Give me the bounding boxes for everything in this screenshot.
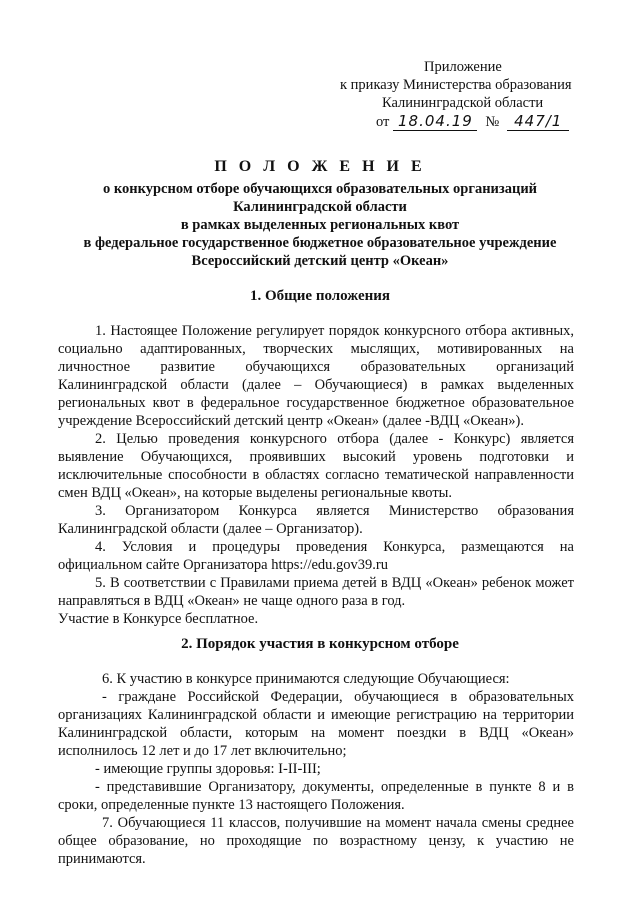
section1-heading: 1. Общие положения (249, 288, 391, 304)
title-sub2: Калининградской области (233, 199, 407, 215)
annex-title: Приложение (424, 59, 502, 75)
title-sub1: о конкурсном отборе обучающихся образовательных организаций (102, 181, 538, 197)
paragraph-3: 3. Организатором Конкурса является Министерство образования Калининградской области (далее – Организатор). (58, 503, 574, 537)
paragraph-9: - имеющие группы здоровья: I-II-III; (95, 761, 321, 777)
paragraph-6: Участие в Конкурсе бесплатное. (58, 611, 259, 627)
annex-region: Калининградской области (382, 95, 544, 111)
paragraph-2: 2. Целью проведения конкурсного отбора (далее - Конкурс) является выявление Обучающихся, проявивших высокий уровень подготовки и исключительные способности в областях согласно тематической направленности смен ВДЦ «Океан», на которые выделены региональные квоты. (58, 431, 574, 501)
annex-order-ref: к приказу Министерства образования (340, 77, 572, 93)
from-label: от (376, 114, 390, 130)
paragraph-7: 6. К участию в конкурсе принимаются следующие Обучающиеся: (102, 671, 510, 687)
title-sub5: Всероссийский детский центр «Океан» (191, 253, 449, 269)
paragraph-10: - представившие Организатору, документы, определенные в пункте 8 и в сроки, определенные пункте 13 настоящего Положения. (58, 779, 574, 813)
paragraph-5: 5. В соответствии с Правилами приема детей в ВДЦ «Океан» ребенок может направляться в ВДЦ «Океан» не чаще одного раза в год. (58, 575, 574, 609)
document-title (60, 158, 580, 270)
section1-body (58, 322, 574, 628)
paragraph-4: 4. Условия и процедуры проведения Конкурса, размещаются на официальном сайте Организатора https://edu.gov39.ru (58, 539, 574, 573)
handwritten-number: 447/1 (507, 112, 569, 131)
paragraph-1: 1. Настоящее Положение регулирует порядок конкурсного отбора активных, социально адаптированных, творческих мыслящих, мотивированных на личностное развитие обучающихся образовательных организаций Калининградской области (далее – Обучающиеся) в рамках выделенных региональных квот в федеральное государственное бюджетное образовательное учреждение Всероссийский детский центр «Океан» (далее -ВДЦ «Океан»). (58, 323, 574, 429)
title-sub4: в федеральное государственное бюджетное образовательное учреждение (83, 235, 557, 251)
title-main: П О Л О Ж Е Н И Е (214, 158, 426, 175)
section2-heading: 2. Порядок участия в конкурсном отборе (181, 636, 459, 652)
title-sub3: в рамках выделенных региональных квот (180, 217, 460, 233)
paragraph-8: - граждане Российской Федерации, обучающиеся в образовательных организациях Калининградской области и имеющие регистрацию на территории Калининградской области, которым на момент поездки в ВДЦ «Океан» исполнилось 12 лет и до 17 лет включительно; (58, 689, 574, 759)
section2-body (58, 670, 574, 868)
paragraph-11: 7. Обучающиеся 11 классов, получившие на момент начала смены среднее общее образование, но проходящие по возрастному цензу, к участию не принимаются. (58, 815, 574, 867)
annex-date-number (340, 112, 580, 131)
handwritten-date: 18.04.19 (393, 112, 477, 131)
number-label: № (485, 114, 500, 130)
annex-block (340, 58, 580, 131)
